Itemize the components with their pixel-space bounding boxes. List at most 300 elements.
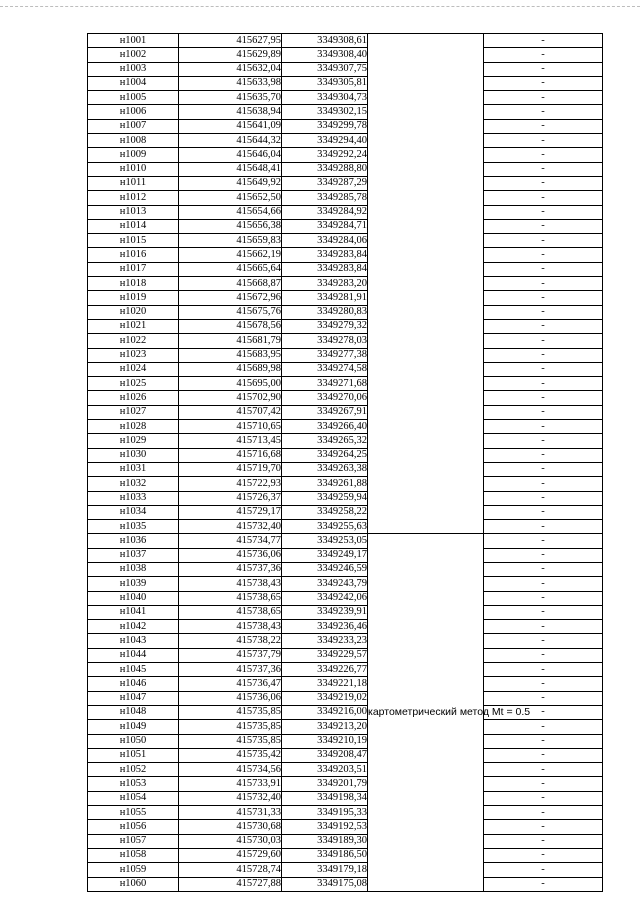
note-cell: - (484, 334, 603, 348)
x-coordinate-cell: 415737,79 (179, 648, 282, 662)
point-id-cell: н1010 (88, 162, 179, 176)
table-row (88, 477, 603, 491)
table-row (88, 205, 603, 219)
point-id-cell: н1057 (88, 834, 179, 848)
y-coordinate-cell: 3349210,19 (282, 734, 368, 748)
point-id-cell: н1007 (88, 119, 179, 133)
x-coordinate-cell: 415728,74 (179, 863, 282, 877)
method-cell: картометрический метод Mt = 0.5 (368, 534, 484, 891)
point-id-cell: н1002 (88, 48, 179, 62)
table-row (88, 591, 603, 605)
x-coordinate-cell: 415738,22 (179, 634, 282, 648)
coordinates-table-body (88, 34, 603, 892)
point-id-cell: н1037 (88, 548, 179, 562)
table-row (88, 362, 603, 376)
note-cell: - (484, 677, 603, 691)
table-row (88, 48, 603, 62)
note-cell: - (484, 434, 603, 448)
x-coordinate-cell: 415726,37 (179, 491, 282, 505)
table-row (88, 420, 603, 434)
point-id-cell: н1021 (88, 319, 179, 333)
table-row (88, 834, 603, 848)
y-coordinate-cell: 3349294,40 (282, 134, 368, 148)
note-cell: - (484, 248, 603, 262)
point-id-cell: н1001 (88, 34, 179, 48)
note-cell: - (484, 577, 603, 591)
point-id-cell: н1003 (88, 62, 179, 76)
y-coordinate-cell: 3349283,84 (282, 248, 368, 262)
point-id-cell: н1023 (88, 348, 179, 362)
y-coordinate-cell: 3349283,84 (282, 262, 368, 276)
y-coordinate-cell: 3349277,38 (282, 348, 368, 362)
y-coordinate-cell: 3349229,57 (282, 648, 368, 662)
x-coordinate-cell: 415665,64 (179, 262, 282, 276)
point-id-cell: н1050 (88, 734, 179, 748)
y-coordinate-cell: 3349253,05 (282, 534, 368, 548)
x-coordinate-cell: 415713,45 (179, 434, 282, 448)
note-cell: - (484, 377, 603, 391)
y-coordinate-cell: 3349213,20 (282, 720, 368, 734)
x-coordinate-cell: 415641,09 (179, 119, 282, 133)
x-coordinate-cell: 415736,47 (179, 677, 282, 691)
y-coordinate-cell: 3349175,08 (282, 877, 368, 891)
note-cell: - (484, 319, 603, 333)
table-row (88, 176, 603, 190)
x-coordinate-cell: 415738,43 (179, 620, 282, 634)
table-row (88, 348, 603, 362)
table-row (88, 748, 603, 762)
y-coordinate-cell: 3349288,80 (282, 162, 368, 176)
table-row (88, 62, 603, 76)
note-cell: - (484, 405, 603, 419)
x-coordinate-cell: 415681,79 (179, 334, 282, 348)
table-row (88, 119, 603, 133)
y-coordinate-cell: 3349304,73 (282, 91, 368, 105)
x-coordinate-cell: 415737,36 (179, 562, 282, 576)
x-coordinate-cell: 415731,33 (179, 806, 282, 820)
table-row (88, 434, 603, 448)
y-coordinate-cell: 3349284,06 (282, 234, 368, 248)
note-cell: - (484, 91, 603, 105)
y-coordinate-cell: 3349219,02 (282, 691, 368, 705)
x-coordinate-cell: 415629,89 (179, 48, 282, 62)
point-id-cell: н1048 (88, 705, 179, 719)
point-id-cell: н1043 (88, 634, 179, 648)
y-coordinate-cell: 3349259,94 (282, 491, 368, 505)
x-coordinate-cell: 415702,90 (179, 391, 282, 405)
point-id-cell: н1046 (88, 677, 179, 691)
y-coordinate-cell: 3349281,91 (282, 291, 368, 305)
note-cell: - (484, 119, 603, 133)
point-id-cell: н1011 (88, 176, 179, 190)
point-id-cell: н1026 (88, 391, 179, 405)
point-id-cell: н1054 (88, 791, 179, 805)
point-id-cell: н1035 (88, 520, 179, 534)
note-cell: - (484, 520, 603, 534)
y-coordinate-cell: 3349307,75 (282, 62, 368, 76)
point-id-cell: н1016 (88, 248, 179, 262)
point-id-cell: н1053 (88, 777, 179, 791)
note-cell: - (484, 548, 603, 562)
table-row (88, 377, 603, 391)
y-coordinate-cell: 3349236,46 (282, 620, 368, 634)
table-row (88, 562, 603, 576)
note-cell: - (484, 134, 603, 148)
point-id-cell: н1014 (88, 219, 179, 233)
note-cell: - (484, 505, 603, 519)
x-coordinate-cell: 415735,42 (179, 748, 282, 762)
note-cell: - (484, 205, 603, 219)
y-coordinate-cell: 3349287,29 (282, 176, 368, 190)
point-id-cell: н1019 (88, 291, 179, 305)
point-id-cell: н1060 (88, 877, 179, 891)
x-coordinate-cell: 415722,93 (179, 477, 282, 491)
note-cell: - (484, 148, 603, 162)
table-row (88, 491, 603, 505)
y-coordinate-cell: 3349267,91 (282, 405, 368, 419)
table-row (88, 548, 603, 562)
note-cell: - (484, 48, 603, 62)
note-cell: - (484, 477, 603, 491)
table-row (88, 234, 603, 248)
x-coordinate-cell: 415738,43 (179, 577, 282, 591)
y-coordinate-cell: 3349258,22 (282, 505, 368, 519)
point-id-cell: н1059 (88, 863, 179, 877)
table-row (88, 763, 603, 777)
y-coordinate-cell: 3349226,77 (282, 663, 368, 677)
point-id-cell: н1052 (88, 763, 179, 777)
point-id-cell: н1028 (88, 420, 179, 434)
x-coordinate-cell: 415656,38 (179, 219, 282, 233)
note-cell: - (484, 562, 603, 576)
coordinates-table (87, 33, 603, 892)
point-id-cell: н1040 (88, 591, 179, 605)
point-id-cell: н1006 (88, 105, 179, 119)
x-coordinate-cell: 415689,98 (179, 362, 282, 376)
point-id-cell: н1022 (88, 334, 179, 348)
y-coordinate-cell: 3349299,78 (282, 119, 368, 133)
x-coordinate-cell: 415735,85 (179, 734, 282, 748)
y-coordinate-cell: 3349308,61 (282, 34, 368, 48)
y-coordinate-cell: 3349302,15 (282, 105, 368, 119)
note-cell: - (484, 848, 603, 862)
y-coordinate-cell: 3349292,24 (282, 148, 368, 162)
point-id-cell: н1056 (88, 820, 179, 834)
y-coordinate-cell: 3349278,03 (282, 334, 368, 348)
table-row (88, 577, 603, 591)
point-id-cell: н1031 (88, 462, 179, 476)
note-cell: - (484, 806, 603, 820)
note-cell: - (484, 448, 603, 462)
note-cell: - (484, 763, 603, 777)
note-cell: - (484, 176, 603, 190)
x-coordinate-cell: 415695,00 (179, 377, 282, 391)
x-coordinate-cell: 415675,76 (179, 305, 282, 319)
point-id-cell: н1027 (88, 405, 179, 419)
y-coordinate-cell: 3349264,25 (282, 448, 368, 462)
y-coordinate-cell: 3349203,51 (282, 763, 368, 777)
x-coordinate-cell: 415648,41 (179, 162, 282, 176)
point-id-cell: н1058 (88, 848, 179, 862)
note-cell: - (484, 777, 603, 791)
note-cell: - (484, 191, 603, 205)
x-coordinate-cell: 415732,40 (179, 791, 282, 805)
x-coordinate-cell: 415644,32 (179, 134, 282, 148)
x-coordinate-cell: 415678,56 (179, 319, 282, 333)
y-coordinate-cell: 3349239,91 (282, 605, 368, 619)
point-id-cell: н1038 (88, 562, 179, 576)
table-row (88, 877, 603, 891)
note-cell: - (484, 620, 603, 634)
table-row (88, 663, 603, 677)
table-row (88, 291, 603, 305)
point-id-cell: н1034 (88, 505, 179, 519)
y-coordinate-cell: 3349284,92 (282, 205, 368, 219)
table-row (88, 605, 603, 619)
x-coordinate-cell: 415652,50 (179, 191, 282, 205)
note-cell: - (484, 863, 603, 877)
note-cell: - (484, 791, 603, 805)
x-coordinate-cell: 415649,92 (179, 176, 282, 190)
note-cell: - (484, 420, 603, 434)
table-row (88, 720, 603, 734)
y-coordinate-cell: 3349221,18 (282, 677, 368, 691)
table-row (88, 520, 603, 534)
y-coordinate-cell: 3349305,81 (282, 76, 368, 90)
note-cell: - (484, 720, 603, 734)
table-row (88, 334, 603, 348)
table-row (88, 277, 603, 291)
table-row (88, 148, 603, 162)
point-id-cell: н1033 (88, 491, 179, 505)
y-coordinate-cell: 3349246,59 (282, 562, 368, 576)
x-coordinate-cell: 415737,36 (179, 663, 282, 677)
x-coordinate-cell: 415627,95 (179, 34, 282, 48)
table-row (88, 319, 603, 333)
note-cell: - (484, 605, 603, 619)
x-coordinate-cell: 415733,91 (179, 777, 282, 791)
note-cell: - (484, 62, 603, 76)
note-cell: - (484, 705, 603, 719)
point-id-cell: н1039 (88, 577, 179, 591)
y-coordinate-cell: 3349283,20 (282, 277, 368, 291)
point-id-cell: н1032 (88, 477, 179, 491)
table-row (88, 620, 603, 634)
y-coordinate-cell: 3349308,40 (282, 48, 368, 62)
point-id-cell: н1005 (88, 91, 179, 105)
point-id-cell: н1030 (88, 448, 179, 462)
note-cell: - (484, 648, 603, 662)
y-coordinate-cell: 3349284,71 (282, 219, 368, 233)
table-row (88, 777, 603, 791)
x-coordinate-cell: 415654,66 (179, 205, 282, 219)
point-id-cell: н1036 (88, 534, 179, 548)
y-coordinate-cell: 3349266,40 (282, 420, 368, 434)
table-row (88, 448, 603, 462)
x-coordinate-cell: 415736,06 (179, 548, 282, 562)
table-row (88, 677, 603, 691)
x-coordinate-cell: 415633,98 (179, 76, 282, 90)
y-coordinate-cell: 3349186,50 (282, 848, 368, 862)
table-row (88, 820, 603, 834)
note-cell: - (484, 362, 603, 376)
point-id-cell: н1041 (88, 605, 179, 619)
point-id-cell: н1029 (88, 434, 179, 448)
table-row (88, 391, 603, 405)
note-cell: - (484, 748, 603, 762)
y-coordinate-cell: 3349270,06 (282, 391, 368, 405)
x-coordinate-cell: 415732,40 (179, 520, 282, 534)
note-cell: - (484, 291, 603, 305)
table-row (88, 791, 603, 805)
table-row (88, 405, 603, 419)
x-coordinate-cell: 415729,17 (179, 505, 282, 519)
top-scan-line (0, 6, 640, 7)
note-cell: - (484, 834, 603, 848)
y-coordinate-cell: 3349233,23 (282, 634, 368, 648)
x-coordinate-cell: 415716,68 (179, 448, 282, 462)
y-coordinate-cell: 3349280,83 (282, 305, 368, 319)
x-coordinate-cell: 415672,96 (179, 291, 282, 305)
note-cell: - (484, 34, 603, 48)
table-row (88, 634, 603, 648)
table-row (88, 91, 603, 105)
point-id-cell: н1013 (88, 205, 179, 219)
y-coordinate-cell: 3349261,88 (282, 477, 368, 491)
x-coordinate-cell: 415632,04 (179, 62, 282, 76)
note-cell: - (484, 491, 603, 505)
point-id-cell: н1012 (88, 191, 179, 205)
point-id-cell: н1047 (88, 691, 179, 705)
y-coordinate-cell: 3349263,38 (282, 462, 368, 476)
note-cell: - (484, 219, 603, 233)
y-coordinate-cell: 3349279,32 (282, 319, 368, 333)
point-id-cell: н1020 (88, 305, 179, 319)
x-coordinate-cell: 415729,60 (179, 848, 282, 862)
x-coordinate-cell: 415646,04 (179, 148, 282, 162)
y-coordinate-cell: 3349179,18 (282, 863, 368, 877)
note-cell: - (484, 262, 603, 276)
table-row (88, 162, 603, 176)
note-cell: - (484, 591, 603, 605)
x-coordinate-cell: 415707,42 (179, 405, 282, 419)
y-coordinate-cell: 3349192,53 (282, 820, 368, 834)
note-cell: - (484, 277, 603, 291)
method-cell-empty (368, 34, 484, 534)
y-coordinate-cell: 3349274,58 (282, 362, 368, 376)
note-cell: - (484, 691, 603, 705)
table-row (88, 305, 603, 319)
table-row (88, 134, 603, 148)
table-row (88, 219, 603, 233)
x-coordinate-cell: 415738,65 (179, 605, 282, 619)
note-cell: - (484, 877, 603, 891)
note-cell: - (484, 391, 603, 405)
table-row (88, 76, 603, 90)
note-cell: - (484, 162, 603, 176)
y-coordinate-cell: 3349198,34 (282, 791, 368, 805)
x-coordinate-cell: 415727,88 (179, 877, 282, 891)
y-coordinate-cell: 3349243,79 (282, 577, 368, 591)
y-coordinate-cell: 3349271,68 (282, 377, 368, 391)
point-id-cell: н1015 (88, 234, 179, 248)
point-id-cell: н1025 (88, 377, 179, 391)
y-coordinate-cell: 3349216,00 (282, 705, 368, 719)
table-row (88, 505, 603, 519)
x-coordinate-cell: 415662,19 (179, 248, 282, 262)
point-id-cell: н1045 (88, 663, 179, 677)
note-cell: - (484, 663, 603, 677)
point-id-cell: н1055 (88, 806, 179, 820)
x-coordinate-cell: 415734,77 (179, 534, 282, 548)
note-cell: - (484, 348, 603, 362)
table-row (88, 534, 603, 548)
x-coordinate-cell: 415735,85 (179, 705, 282, 719)
point-id-cell: н1009 (88, 148, 179, 162)
point-id-cell: н1042 (88, 620, 179, 634)
note-cell: - (484, 305, 603, 319)
x-coordinate-cell: 415683,95 (179, 348, 282, 362)
x-coordinate-cell: 415736,06 (179, 691, 282, 705)
point-id-cell: н1044 (88, 648, 179, 662)
x-coordinate-cell: 415659,83 (179, 234, 282, 248)
table-row (88, 691, 603, 705)
y-coordinate-cell: 3349189,30 (282, 834, 368, 848)
x-coordinate-cell: 415638,94 (179, 105, 282, 119)
y-coordinate-cell: 3349201,79 (282, 777, 368, 791)
note-cell: - (484, 462, 603, 476)
note-cell: - (484, 820, 603, 834)
table-row (88, 105, 603, 119)
x-coordinate-cell: 415730,68 (179, 820, 282, 834)
table-row (88, 191, 603, 205)
point-id-cell: н1049 (88, 720, 179, 734)
point-id-cell: н1018 (88, 277, 179, 291)
x-coordinate-cell: 415635,70 (179, 91, 282, 105)
table-row (88, 648, 603, 662)
table-row (88, 248, 603, 262)
x-coordinate-cell: 415738,65 (179, 591, 282, 605)
y-coordinate-cell: 3349242,06 (282, 591, 368, 605)
note-cell: - (484, 734, 603, 748)
x-coordinate-cell: 415719,70 (179, 462, 282, 476)
table-row (88, 734, 603, 748)
y-coordinate-cell: 3349285,78 (282, 191, 368, 205)
y-coordinate-cell: 3349208,47 (282, 748, 368, 762)
y-coordinate-cell: 3349249,17 (282, 548, 368, 562)
x-coordinate-cell: 415734,56 (179, 763, 282, 777)
table-row (88, 34, 603, 48)
y-coordinate-cell: 3349195,33 (282, 806, 368, 820)
point-id-cell: н1051 (88, 748, 179, 762)
x-coordinate-cell: 415735,85 (179, 720, 282, 734)
note-cell: - (484, 76, 603, 90)
y-coordinate-cell: 3349255,63 (282, 520, 368, 534)
table-row (88, 262, 603, 276)
x-coordinate-cell: 415710,65 (179, 420, 282, 434)
note-cell: - (484, 105, 603, 119)
note-cell: - (484, 634, 603, 648)
point-id-cell: н1017 (88, 262, 179, 276)
x-coordinate-cell: 415668,87 (179, 277, 282, 291)
x-coordinate-cell: 415730,03 (179, 834, 282, 848)
table-row (88, 806, 603, 820)
table-row (88, 848, 603, 862)
table-row (88, 863, 603, 877)
point-id-cell: н1008 (88, 134, 179, 148)
y-coordinate-cell: 3349265,32 (282, 434, 368, 448)
note-cell: - (484, 534, 603, 548)
